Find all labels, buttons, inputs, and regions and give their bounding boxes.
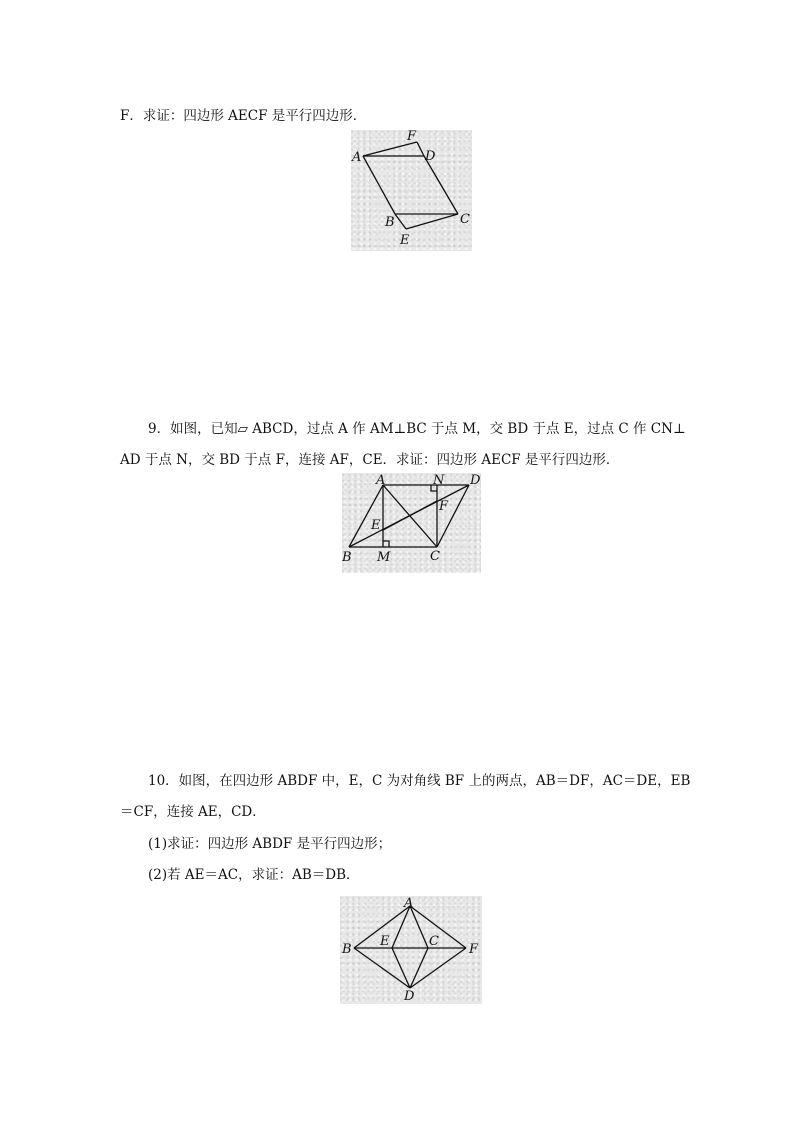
label-A: A [404,896,414,911]
problem9-statement-line2: AD 于点 N，交 BD 于点 F，连接 AF，CE．求证：四边形 AECF 是平行四边形． [120,452,620,468]
label-B: B [342,942,352,957]
label-M: M [377,550,391,565]
label-A: A [352,150,362,165]
label-C: C [460,212,470,227]
problem9-statement-line1: 9．如图，已知▱ ABCD，过点 A 作 AM⊥BC 于点 M，交 BD 于点 E，过点 C 作 CN⊥ [148,421,686,437]
problem10-statement-line1: 10．如图，在四边形 ABDF 中，E，C 为对角线 BF 上的两点，AB＝DF，AC＝DE，EB [148,773,691,789]
problem10-figure [340,896,482,1004]
label-B: B [342,550,352,565]
problem10-part2: (2)若 AE＝AC，求证：AB＝DB． [148,867,360,883]
label-C: C [430,549,440,564]
problem8-statement: F．求证：四边形 AECF 是平行四边形． [120,108,367,124]
problem9-diagram [342,473,481,573]
label-E: E [371,518,381,533]
label-D: D [470,473,481,488]
label-F: F [439,499,449,514]
label-C: C [429,934,439,949]
label-N: N [433,473,445,488]
label-F: F [407,130,417,144]
label-D: D [425,149,436,164]
problem10-part1: (1)求证：四边形 ABDF 是平行四边形； [148,836,392,852]
problem10-diagram [340,896,482,1004]
label-D: D [404,989,415,1004]
problem8-diagram [351,130,472,251]
label-E: E [380,934,390,949]
label-B: B [385,215,395,230]
problem8-figure [351,130,472,251]
problem9-figure [342,473,481,573]
problem10-statement-line2: ＝CF，连接 AE，CD． [120,804,266,820]
label-E: E [400,233,410,248]
label-F: F [469,942,479,957]
label-A: A [376,473,386,488]
